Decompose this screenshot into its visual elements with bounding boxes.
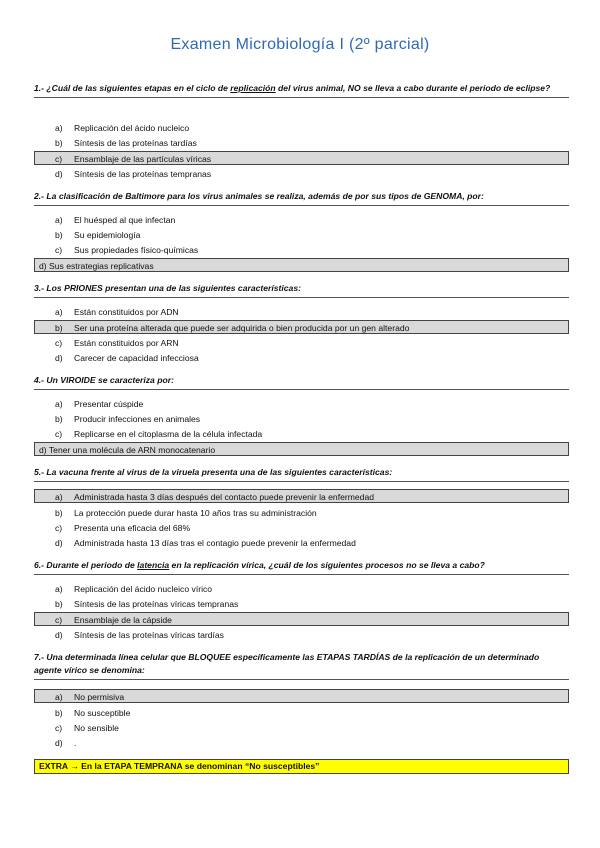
option-a xyxy=(34,397,569,411)
option-letter: d) xyxy=(55,538,63,548)
option-text: Ser una proteína alterada que puede ser adquirida o bien producida por un gen alterado xyxy=(74,323,410,333)
question-1 xyxy=(34,82,569,98)
option-letter: c) xyxy=(55,429,63,439)
option-letter: a) xyxy=(55,307,63,317)
option-a xyxy=(34,121,569,135)
option-letter: d) xyxy=(55,169,63,179)
option-text: Sus propiedades físico-químicas xyxy=(74,245,199,255)
option-text: La protección puede durar hasta 10 años tras su administración xyxy=(74,508,317,518)
option-a-correct xyxy=(34,489,569,503)
question-text: 7.- Una determinada línea celular que BLOQUEE específicamente las ETAPAS TARDÍAS de la replicación de un determinado agente vírico se denomina: xyxy=(34,652,540,675)
option-text: Administrada hasta 13 días tras el contagio puede prevenir la enfermedad xyxy=(74,538,356,548)
question-underlined: replicación xyxy=(230,83,276,93)
option-letter: b) xyxy=(55,138,63,148)
option-text: No susceptible xyxy=(74,708,131,718)
option-text: Están constituidos por ARN xyxy=(74,338,179,348)
option-letter: c) xyxy=(55,338,63,348)
question-text: 6.- Durante el periodo de xyxy=(34,560,138,570)
option-text: Síntesis de las proteínas tardías xyxy=(74,138,197,148)
option-letter: c) xyxy=(55,245,63,255)
page-title: Examen Microbiología I (2º parcial) xyxy=(170,36,430,53)
option-text: No sensible xyxy=(74,723,119,733)
option-a xyxy=(34,305,569,319)
option-b xyxy=(34,228,569,242)
option-c xyxy=(34,721,569,735)
option-text: Su epidemiología xyxy=(74,230,141,240)
question-5 xyxy=(34,466,569,482)
option-text: d) Tener una molécula de ARN monocatenario xyxy=(39,445,216,455)
question-3 xyxy=(34,282,569,298)
option-c xyxy=(34,521,569,535)
option-text: Están constituidos por ADN xyxy=(74,307,179,317)
option-c xyxy=(34,243,569,257)
option-letter: d) xyxy=(55,630,63,640)
question-text: 5.- La vacuna frente al virus de la viruela presenta una de las siguientes características: xyxy=(34,467,393,477)
option-b xyxy=(34,412,569,426)
option-a xyxy=(34,213,569,227)
option-text: No permisiva xyxy=(74,692,125,702)
question-2 xyxy=(34,190,569,206)
option-c xyxy=(34,427,569,441)
option-d xyxy=(34,351,569,365)
option-letter: d) xyxy=(55,738,63,748)
option-letter: c) xyxy=(55,523,63,533)
option-d xyxy=(34,536,569,550)
option-d xyxy=(34,736,569,750)
question-underlined: latencia xyxy=(137,560,170,570)
option-b xyxy=(34,506,569,520)
option-text: Ensamblaje de las partículas víricas xyxy=(74,154,212,164)
option-letter: b) xyxy=(55,414,63,424)
option-letter: b) xyxy=(55,599,63,609)
option-letter: d) xyxy=(55,353,63,363)
option-text: . xyxy=(74,738,77,748)
option-letter: c) xyxy=(55,615,63,625)
option-d xyxy=(34,628,569,642)
option-text: Presenta una eficacia del 68% xyxy=(74,523,191,533)
option-text: Replicarse en el citoplasma de la célula infectada xyxy=(74,429,263,439)
option-letter: b) xyxy=(55,230,63,240)
question-text: 4.- Un VIROIDE se caracteriza por: xyxy=(34,375,174,385)
question-4 xyxy=(34,374,569,390)
option-text: Ensamblaje de la cápside xyxy=(74,615,172,625)
option-letter: a) xyxy=(55,584,63,594)
option-text: Síntesis de las proteínas tempranas xyxy=(74,169,212,179)
option-letter: a) xyxy=(55,692,63,702)
question-text: del virus animal, NO se lleva a cabo durante el periodo de eclipse? xyxy=(275,83,551,93)
option-text: Replicación del ácido nucleico vírico xyxy=(74,584,213,594)
question-text: 3.- Los PRIONES presentan una de las siguientes características: xyxy=(34,283,301,293)
option-letter: a) xyxy=(55,399,63,409)
question-6 xyxy=(34,559,569,575)
option-b xyxy=(34,597,569,611)
question-text: 2.- La clasificación de Baltimore para los virus animales se realiza, además de por sus tipos de GENOMA, por: xyxy=(34,191,484,201)
option-b-correct xyxy=(34,320,569,334)
option-text: Replicación del ácido nucleico xyxy=(74,123,190,133)
option-letter: a) xyxy=(55,215,63,225)
option-c-correct xyxy=(34,151,569,165)
option-letter: b) xyxy=(55,323,63,333)
option-text: El huésped al que infectan xyxy=(74,215,176,225)
option-text: d) Sus estrategias replicativas xyxy=(39,261,154,271)
option-text: Producir infecciones en animales xyxy=(74,414,201,424)
option-text: Administrada hasta 3 días después del contacto puede prevenir la enfermedad xyxy=(74,492,375,502)
option-d xyxy=(34,167,569,181)
option-letter: c) xyxy=(55,723,63,733)
option-b xyxy=(34,136,569,150)
option-a-correct xyxy=(34,689,569,703)
question-7 xyxy=(34,651,569,680)
option-text: Síntesis de las proteínas víricas tardías xyxy=(74,630,224,640)
option-letter: a) xyxy=(55,123,63,133)
option-letter: b) xyxy=(55,508,63,518)
option-text: Carecer de capacidad infecciosa xyxy=(74,353,199,363)
question-text: 1.- ¿Cuál de las siguientes etapas en el ciclo de xyxy=(34,83,231,93)
option-b xyxy=(34,706,569,720)
option-c xyxy=(34,336,569,350)
option-c-correct xyxy=(34,612,569,626)
option-letter: b) xyxy=(55,708,63,718)
option-d-correct xyxy=(34,258,569,272)
option-letter: a) xyxy=(55,492,63,502)
option-d-correct xyxy=(34,442,569,456)
question-text: en la replicación vírica, ¿cuál de los siguientes procesos no se lleva a cabo? xyxy=(169,560,485,570)
option-letter: c) xyxy=(55,154,63,164)
option-a xyxy=(34,582,569,596)
option-text: Presentar cúspide xyxy=(74,399,144,409)
option-text: Síntesis de las proteínas víricas tempranas xyxy=(74,599,239,609)
extra-note: EXTRA → En la ETAPA TEMPRANA se denominan “No susceptibles” xyxy=(34,759,569,774)
